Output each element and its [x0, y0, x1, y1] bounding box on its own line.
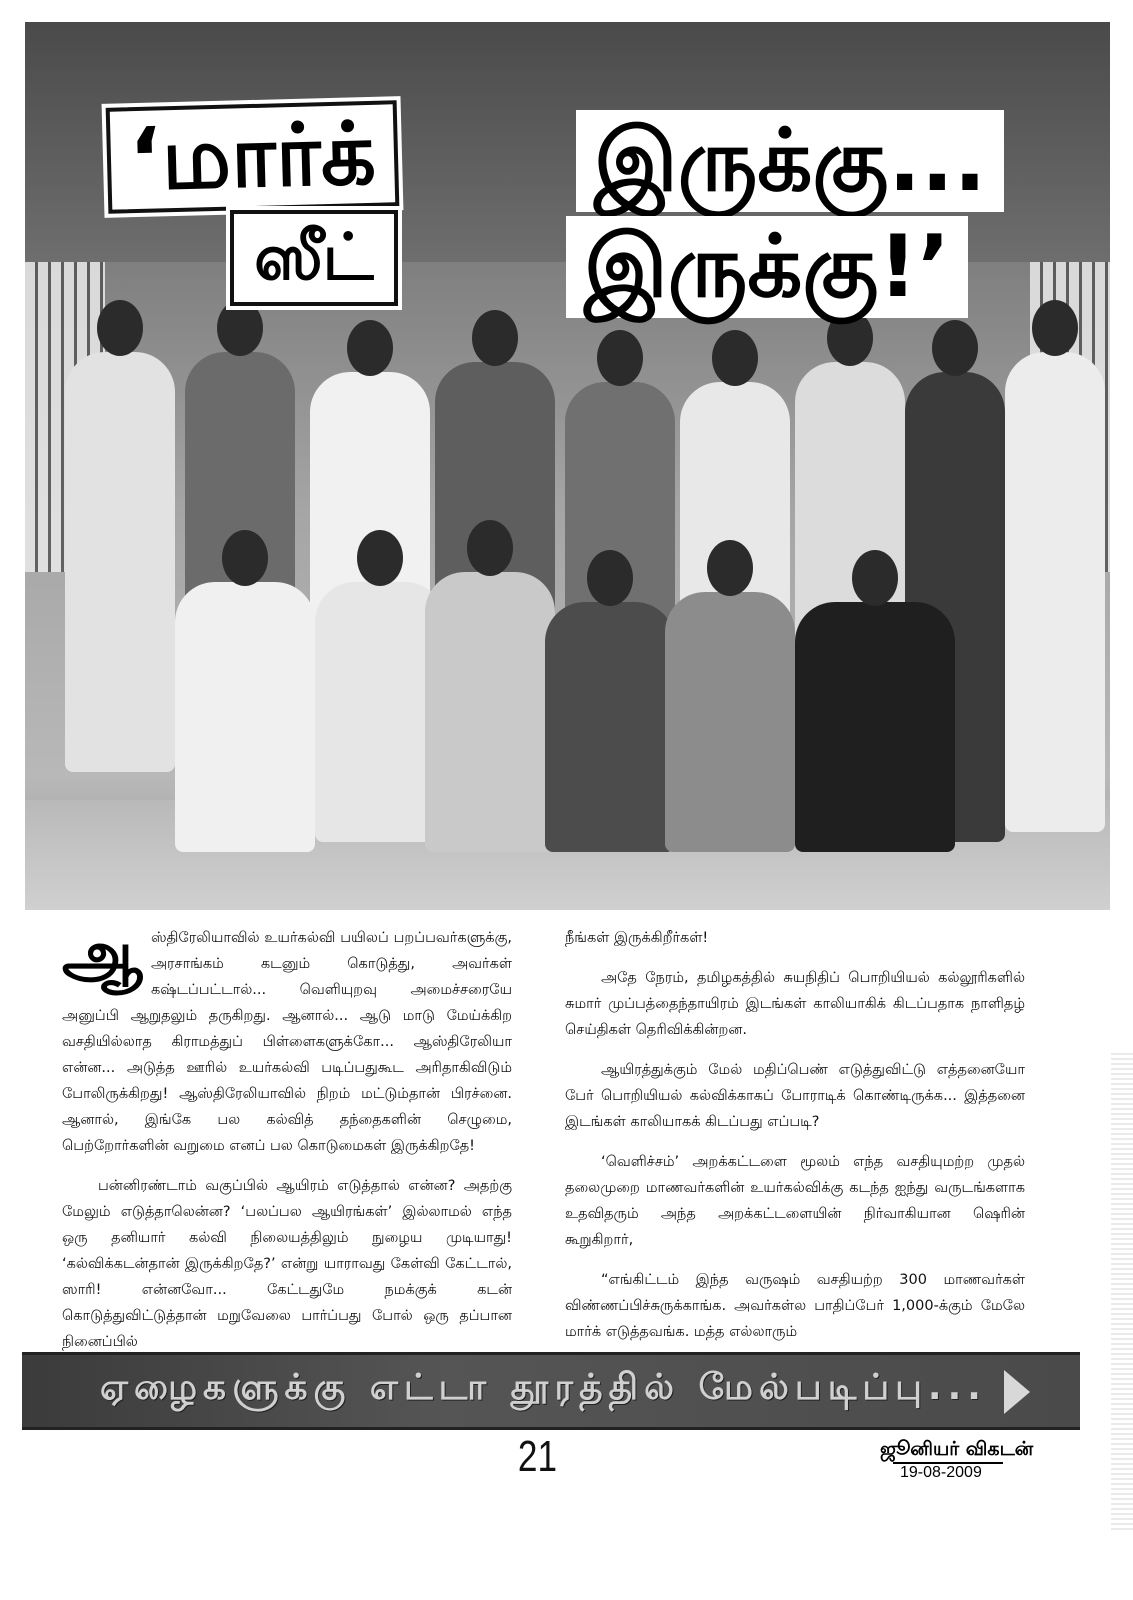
- headline-mark: ‘மார்க்: [106, 100, 399, 214]
- article-paragraph: [62, 918, 512, 1159]
- arrow-right-icon: [1004, 1370, 1030, 1414]
- article-paragraph: பன்னிரண்டாம் வகுப்பில் ஆயிரம் எடுத்தால் என்ன? அதற்கு மேலும் எடுத்தாலென்ன? ‘பலப்பல ஆயிரங்கள்’ இல்லாமல் எந்த ஒரு தனியார் கல்வி நிலையத்திலும் நுழைய முடியாது! ‘கல்விக்கடன்தான் இருக்கிறதே?’ என்று யாராவது கேள்வி கேட்டால், ஸாரி! என்னவோ... கேட்டதுமே நமக்குக் கடன் கொடுத்துவிட்டுத்தான் மறுவேலை பார்ப்பது போல் ஒரு தப்பான நினைப்பில்: [62, 1178, 512, 1350]
- article-paragraph: ‘வெளிச்சம்’ அறக்கட்டளை மூலம் எந்த வசதியுமற்ற முதல் தலைமுறை மாணவர்களின் உயர்கல்விக்கு கடந்த ஐந்து வருடங்களாக உதவிதரும் அந்த அறக்கட்டளையின் நிர்வாகியான ஷெரின் கூறுகிறார்,: [565, 1154, 1025, 1248]
- article-paragraph: நீங்கள் இருக்கிறீர்கள்!: [565, 930, 709, 946]
- article-paragraph: “எங்கிட்டம் இந்த வருஷம் வசதியற்ற 300 மாணவர்கள் விண்ணப்பிச்சுருக்காங்க. அவர்கள்ல பாதிப்பேர் 1,000-க்கும் மேலே மார்க் எடுத்தவங்க. மத்த எல்லாரும்: [565, 1272, 1025, 1340]
- paragraph-text: ஸ்திரேலியாவில் உயர்கல்வி பயிலப் பறப்பவர்களுக்கு, அரசாங்கம் கடனும் கொடுத்து, அவர்கள் கஷ்டப்பட்டால்... வெளியுறவு அமைச்சரையே அனுப்பி ஆறுதலும் தருகிறது. ஆனால்... ஆடு மாடு மேய்க்கிற வசதியில்லாத கிராமத்துப் பிள்ளைகளுக்கோ... ஆஸ்திரேலியா என்ன... அடுத்த ஊரில் உயர்கல்வி படிப்பதுகூட அரிதாகிவிடும் போலிருக்கிறது! ஆஸ்திரேலியாவில் நிறம் மட்டும்தான் பிரச்னை. ஆனால், இங்கே பல கல்வித் தந்தைகளின் செழுமை, பெற்றோர்களின் வறுமை எனப் பல கொடுமைகள் இருக்கிறதே!: [62, 930, 512, 1154]
- article-column-right: [565, 925, 1025, 1359]
- person-figure: [65, 352, 175, 772]
- issue-date: 19-08-2009: [900, 1464, 982, 1481]
- page-number: 21: [517, 1432, 558, 1481]
- drop-cap: ஆ: [62, 918, 143, 992]
- person-figure: [545, 602, 675, 852]
- headline-irukku-2: இருக்கு!’: [570, 220, 964, 314]
- person-figure: [175, 582, 315, 852]
- scan-edge: [1111, 1050, 1133, 1530]
- article-paragraph: அதே நேரம், தமிழகத்தில் சுயநிதிப் பொறியியல் கல்லூரிகளில் சுமார் முப்பத்தைந்தாயிரம் இடங்கள் காலியாகிக் கிடப்பதாக நாளிதழ் செய்திகள் தெரிவிக்கின்றன.: [565, 970, 1025, 1038]
- masthead-logo: ஜூனியர் விகடன்: [880, 1438, 1034, 1460]
- person-figure: [795, 602, 955, 852]
- headline-irukku-1: இருக்கு...: [580, 114, 1000, 208]
- banner-text: ஏழைகளுக்கு எட்டா தூரத்தில் மேல்படிப்பு...: [100, 1367, 987, 1408]
- person-figure: [425, 572, 555, 852]
- headline-seat: ஸீட்: [230, 210, 398, 306]
- article-column-left: [62, 918, 512, 1369]
- person-figure: [665, 592, 795, 852]
- article-paragraph: ஆயிரத்துக்கும் மேல் மதிப்பெண் எடுத்துவிட்டு எத்தனையோ பேர் பொறியியல் கல்விக்காகப் போராடிக் கொண்டிருக்க... இத்தனை இடங்கள் காலியாகக் கிடப்பது எப்படி?: [565, 1062, 1025, 1130]
- person-figure: [1005, 352, 1105, 832]
- group-photo: [25, 22, 1110, 910]
- subheading-banner: [22, 1352, 1080, 1430]
